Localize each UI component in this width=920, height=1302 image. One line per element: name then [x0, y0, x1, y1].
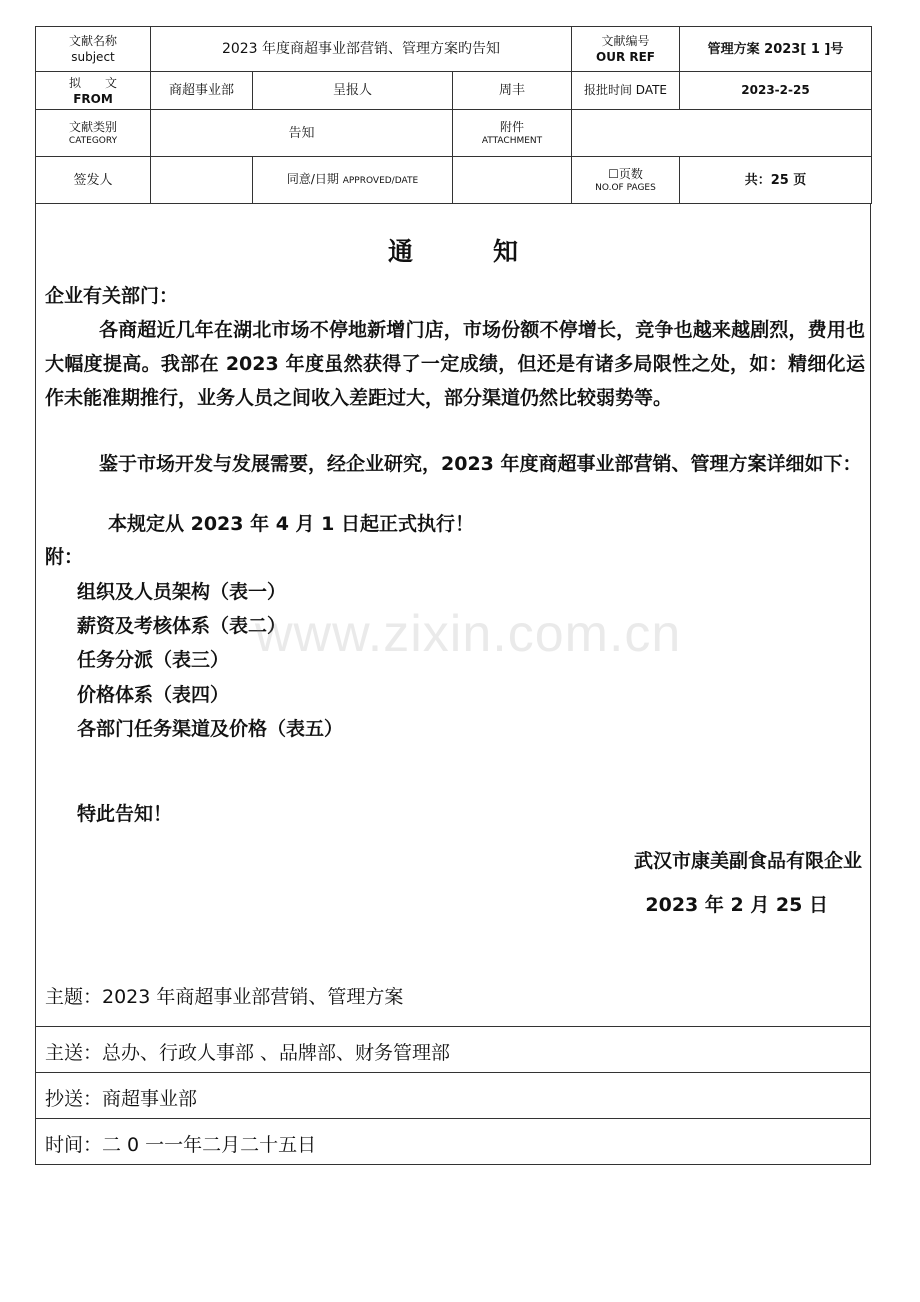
cc-row	[35, 1073, 871, 1119]
list-item: 任务分派（表三）	[77, 649, 230, 672]
signer-value	[151, 157, 253, 204]
subject-line: 主题：2023 年商超事业部营销、管理方案	[45, 986, 404, 1008]
doc-no-label: 文献编号 OUR REF	[572, 27, 680, 72]
doc-name-value: 2023 年度商超事业部营销、管理方案旳告知	[151, 27, 572, 72]
document-sheet	[35, 26, 871, 1165]
from-label: 拟 文 FROM	[36, 72, 151, 110]
notice-date: 2023 年 2 月 25 日	[645, 894, 828, 916]
salutation: 企业有关部门：	[45, 285, 179, 307]
attachments-label: 附：	[45, 546, 84, 568]
list-item: 各部门任务渠道及价格（表五）	[77, 717, 344, 740]
category-label: 文献类别 CATEGORY	[36, 110, 151, 157]
report-time-value: 2023-2-25	[680, 72, 872, 110]
watermark: www.zixin.com.cn	[255, 605, 682, 663]
header-table	[35, 26, 872, 204]
list-item: 薪资及考核体系（表二）	[77, 615, 287, 638]
pages-label: ☐页数 NO.OF PAGES	[572, 157, 680, 204]
attachment-label: 附件 ATTACHMENT	[453, 110, 572, 157]
approve-value	[453, 157, 572, 204]
attachment-value	[572, 110, 872, 157]
pages-value: 共：25 页	[680, 157, 872, 204]
send-to-row	[35, 1027, 871, 1073]
submitter-value: 周丰	[453, 72, 572, 110]
list-item: 价格体系（表四）	[77, 683, 230, 706]
time: 时间：二 0 一一年二月二十五日	[45, 1134, 317, 1156]
notice-body	[35, 204, 871, 1027]
time-row	[35, 1119, 871, 1165]
company-name: 武汉市康美副食品有限企业	[633, 850, 862, 872]
send-to: 主送：总办、行政人事部 、品牌部、财务管理部	[45, 1042, 451, 1064]
doc-no-value: 管理方案 2023[ 1 ]号	[680, 27, 872, 72]
submitter-label: 呈报人	[253, 72, 453, 110]
signer-label: 签发人	[36, 157, 151, 204]
approve-label: 同意/日期 APPROVED/DATE	[253, 157, 453, 204]
effective-date: 本规定从 2023 年 4 月 1 日起正式执行！	[108, 513, 475, 535]
doc-name-label: 文献名称 subject	[36, 27, 151, 72]
cc: 抄送：商超事业部	[45, 1088, 198, 1110]
paragraph-2: 鉴于市场开发与发展需要，经企业研究，2023 年度商超事业部营销、管理方案详细如下：	[99, 453, 862, 475]
from-value: 商超事业部	[151, 72, 253, 110]
category-value: 告知	[151, 110, 453, 157]
report-time-label: 报批时间 DATE	[572, 72, 680, 110]
closing: 特此告知！	[77, 803, 173, 825]
paragraph-1: 各商超近几年在湖北市场不停地新增门店，市场份额不停增长，竞争也越来越剧烈，费用也大幅度提高。我部在 2023 年度虽然获得了一定成绩，但还是有诸多局限性之处，如：精细化运作未能准期推行，业务人员之间收入差距过大，部分渠道仍然比较弱势等。	[45, 319, 865, 409]
list-item: 组织及人员架构（表一）	[77, 581, 287, 603]
notice-title: 通知	[387, 237, 598, 266]
attachments-list	[77, 575, 343, 746]
